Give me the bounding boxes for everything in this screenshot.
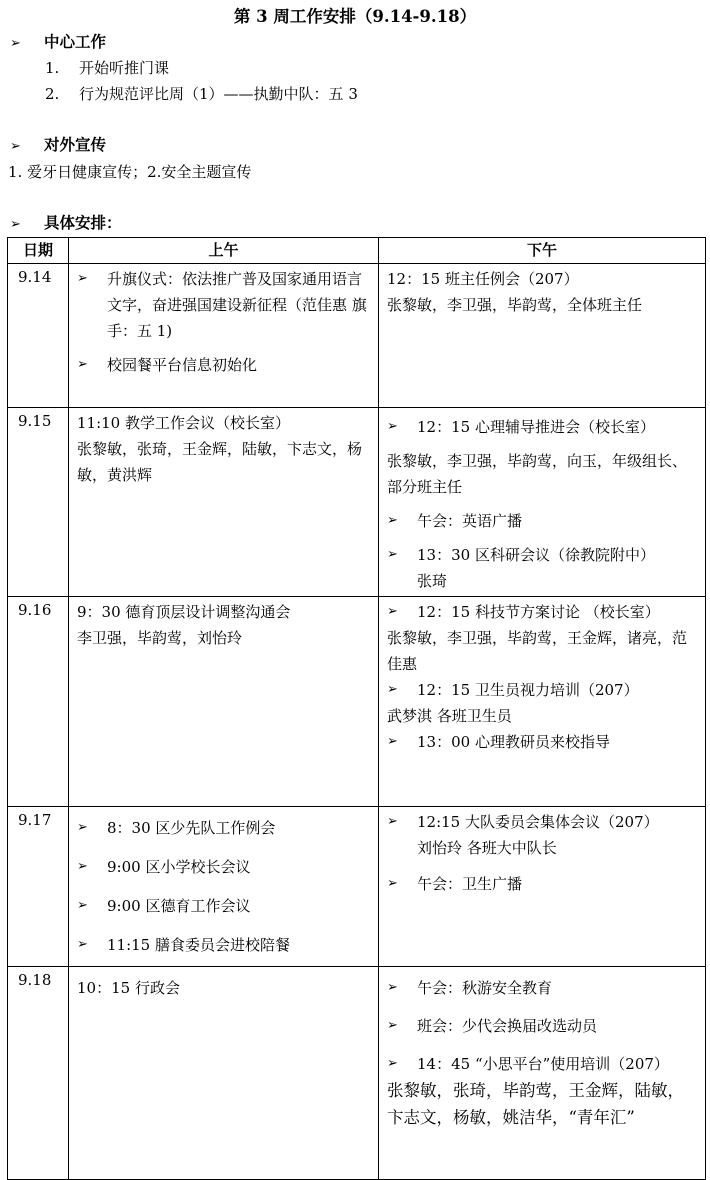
arrowhead-bullet-icon: ➢ [387, 419, 398, 434]
am-cell [69, 967, 379, 1180]
section-heading-external: ➢ 对外宣传 [10, 134, 106, 158]
arrowhead-bullet-icon: ➢ [387, 682, 398, 697]
list-item: 张黎敏，李卫强，毕韵莺，向玉，年级组长、部分班主任 [387, 452, 688, 496]
external-text: 1. 爱牙日健康宣传；2.安全主题宣传 [8, 163, 252, 181]
pm-cell [379, 264, 706, 408]
header-am: 上午 [69, 238, 379, 264]
pm-cell [379, 597, 706, 807]
list-item: 武梦淇 各班卫生员 [387, 707, 512, 725]
list-item: 12：15 班主任例会（207） [387, 270, 579, 288]
table-row [8, 264, 706, 408]
list-item: ➢ 8：30 区少先队工作例会 [77, 815, 370, 841]
list-item: 10：15 行政会 [77, 979, 180, 997]
list-item: ➢ 12：15 心理辅导推进会（校长室） [387, 414, 697, 440]
list-item: 张黎敏，张琦，毕韵莺，王金辉，陆敏，卞志文，杨敏，姚洁华，“青年汇” [387, 1081, 684, 1127]
arrowhead-bullet-icon: ➢ [387, 1056, 398, 1071]
arrowhead-bullet-icon: ➢ [387, 876, 398, 891]
list-item: 张黎敏，李卫强，毕韵莺，王金辉，诸亮，范佳惠 [387, 629, 688, 673]
arrowhead-bullet-icon: ➢ [387, 513, 398, 528]
schedule-table [7, 237, 706, 1180]
am-cell [69, 264, 379, 408]
list-item: ➢ 升旗仪式：依法推广普及国家通用语言文字，奋进强国建设新征程（范佳惠 旗手：五 1) [77, 266, 370, 344]
arrowhead-bullet-icon: ➢ [77, 271, 88, 286]
arrowhead-bullet-icon: ➢ [387, 814, 398, 829]
arrowhead-bullet-icon: ➢ [77, 357, 88, 372]
list-item: ➢ 午会：卫生广播 [387, 871, 697, 897]
section-heading-schedule: ➢ 具体安排： [10, 212, 122, 236]
section-heading-center-work: ➢ 中心工作 [10, 31, 106, 55]
pm-cell [379, 807, 706, 967]
table-row [8, 807, 706, 967]
arrowhead-bullet-icon: ➢ [10, 36, 21, 51]
arrowhead-bullet-icon: ➢ [387, 980, 398, 995]
table-header-row [8, 238, 706, 264]
arrowhead-bullet-icon: ➢ [387, 547, 398, 562]
am-cell [69, 597, 379, 807]
arrowhead-bullet-icon: ➢ [77, 937, 88, 952]
table-row [8, 408, 706, 597]
date-cell: 9.15 [8, 408, 69, 597]
list-item: ➢ 12：15 卫生员视力培训（207） [387, 677, 697, 703]
arrowhead-bullet-icon: ➢ [387, 1018, 398, 1033]
list-item: ➢ 13：00 心理教研员来校指导 [387, 729, 697, 755]
arrowhead-bullet-icon: ➢ [10, 139, 21, 154]
date-cell: 9.16 [8, 597, 69, 807]
list-item: ➢ 午会：英语广播 [387, 508, 697, 534]
list-item: ➢ 9:00 区小学校长会议 [77, 854, 370, 880]
list-item: 张琦 [417, 572, 448, 590]
list-item: 1. 开始听推门课 [45, 59, 170, 77]
arrowhead-bullet-icon: ➢ [10, 217, 21, 232]
list-item: 张黎敏，李卫强，毕韵莺，全体班主任 [387, 296, 643, 314]
list-item: 张黎敏，张琦，王金辉，陆敏，卞志文，杨敏，黄洪辉 [77, 440, 363, 484]
list-item: ➢ 11:15 膳食委员会进校陪餐 [77, 932, 370, 958]
am-cell [69, 408, 379, 597]
header-pm: 下午 [379, 238, 706, 264]
list-item: ➢ 9:00 区德育工作会议 [77, 893, 370, 919]
arrowhead-bullet-icon: ➢ [387, 734, 398, 749]
am-cell [69, 807, 379, 967]
pm-cell [379, 967, 706, 1180]
list-item: ➢ 12：15 科技节方案讨论 （校长室） [387, 599, 697, 625]
date-cell: 9.17 [8, 807, 69, 967]
page-title: 第 3 周工作安排（9.14-9.18） [233, 7, 477, 26]
arrowhead-bullet-icon: ➢ [77, 820, 88, 835]
list-item: ➢ 13：30 区科研会议（徐教院附中） [387, 542, 697, 568]
list-item: ➢ 班会：少代会换届改选动员 [387, 1013, 697, 1039]
arrowhead-bullet-icon: ➢ [77, 859, 88, 874]
arrowhead-bullet-icon: ➢ [77, 898, 88, 913]
date-cell: 9.14 [8, 264, 69, 408]
list-item: ➢ 午会：秋游安全教育 [387, 975, 697, 1001]
pm-cell [379, 408, 706, 597]
list-item: 2. 行为规范评比周（1）——执勤中队：五 3 [45, 85, 358, 103]
header-date: 日期 [8, 238, 69, 264]
table-row [8, 597, 706, 807]
list-item: 9：30 德育顶层设计调整沟通会 [77, 603, 291, 621]
list-item: 11:10 教学工作会议（校长室） [77, 414, 290, 432]
table-row [8, 967, 706, 1180]
date-cell: 9.18 [8, 967, 69, 1180]
list-item: 刘怡玲 各班大中队长 [417, 839, 557, 857]
list-item: ➢ 14：45 “小思平台”使用培训（207） [387, 1051, 697, 1077]
list-item: ➢ 校园餐平台信息初始化 [77, 352, 370, 378]
list-item: 李卫强，毕韵莺，刘怡玲 [77, 629, 243, 647]
arrowhead-bullet-icon: ➢ [387, 604, 398, 619]
list-item: ➢ 12:15 大队委员会集体会议（207） [387, 809, 697, 835]
